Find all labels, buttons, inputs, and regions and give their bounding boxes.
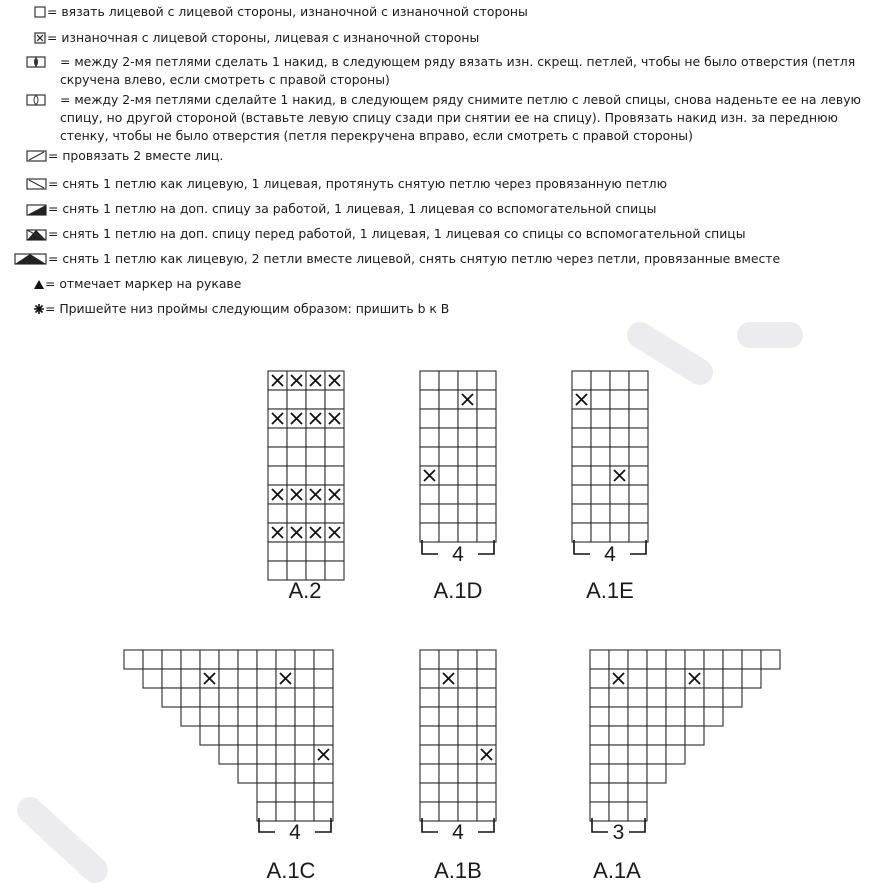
chart-cell <box>238 707 257 726</box>
chart-cell <box>420 764 439 783</box>
chart-cell <box>124 650 143 669</box>
chart-cell <box>268 542 287 561</box>
chart-cell <box>685 650 704 669</box>
chart-title: A.1A <box>593 858 641 883</box>
chart-cell <box>200 707 219 726</box>
chart-cell <box>295 745 314 764</box>
chart-cell <box>590 707 609 726</box>
chart-cell <box>742 669 761 688</box>
chart-cell <box>276 726 295 745</box>
chart-cell <box>314 726 333 745</box>
chart-cell <box>609 688 628 707</box>
chart-cell <box>628 726 647 745</box>
chart-cell <box>629 504 648 523</box>
chart-cell <box>420 523 439 542</box>
chart-cell <box>590 745 609 764</box>
chart-cell <box>609 783 628 802</box>
chart-cell <box>685 688 704 707</box>
chart-cell <box>610 371 629 390</box>
chart-cell <box>420 726 439 745</box>
chart-cell <box>591 466 610 485</box>
chart-cell <box>572 409 591 428</box>
chart-cell <box>439 688 458 707</box>
chart-cell <box>647 707 666 726</box>
chart-cell <box>439 485 458 504</box>
chart-cell <box>572 504 591 523</box>
chart-a-1e <box>572 371 648 603</box>
chart-cell <box>238 669 257 688</box>
chart-title: A.1E <box>586 578 634 603</box>
chart-cell <box>439 523 458 542</box>
chart-cell <box>306 542 325 561</box>
chart-cell <box>314 783 333 802</box>
chart-cell <box>647 688 666 707</box>
chart-cell <box>704 688 723 707</box>
chart-cell <box>628 650 647 669</box>
chart-cell <box>629 485 648 504</box>
chart-cell <box>162 688 181 707</box>
chart-cell <box>257 669 276 688</box>
chart-cell <box>314 764 333 783</box>
legend-text: = снять 1 петлю как лицевую, 2 петли вместе лицевой, снять снятую петлю через петли, провязанные вместе <box>48 251 781 266</box>
width-count-label: 4 <box>289 821 301 844</box>
chart-cell <box>458 764 477 783</box>
chart-cell <box>420 688 439 707</box>
chart-cell <box>666 669 685 688</box>
chart-cell <box>742 650 761 669</box>
chart-cell <box>590 688 609 707</box>
chart-cell <box>477 371 496 390</box>
chart-cell <box>591 504 610 523</box>
chart-cell <box>287 428 306 447</box>
chart-cell <box>458 669 477 688</box>
legend-text: = отмечает маркер на рукаве <box>45 276 242 291</box>
chart-cell <box>238 650 257 669</box>
width-count-label: 4 <box>604 543 616 566</box>
chart-cell <box>439 783 458 802</box>
chart-cell <box>420 745 439 764</box>
chart-cell <box>647 745 666 764</box>
chart-cell <box>609 650 628 669</box>
chart-title: A.1B <box>434 858 482 883</box>
chart-cell <box>590 669 609 688</box>
chart-cell <box>439 802 458 821</box>
chart-cell <box>306 390 325 409</box>
chart-cell <box>477 447 496 466</box>
chart-cell <box>325 466 344 485</box>
chart-cell <box>439 428 458 447</box>
chart-cell <box>477 802 496 821</box>
chart-cell <box>761 650 780 669</box>
legend-text: = изнаночная с лицевой стороны, лицевая с изнаночной стороны <box>47 30 480 45</box>
legend-text: = между 2-мя петлями сделайте 1 накид, в следующем ряду снимите петлю с левой спицы, снова наденьте ее на левую спицу, но другой стороной (вставьте левую спицу сзади при снятии ее на спицу). Провязать накид изн. за переднюю стенку, чтобы не было отверстия (петля перекручена вправо, если смотреть с правой стороны) <box>60 92 861 143</box>
chart-cell <box>420 447 439 466</box>
chart-cell <box>238 764 257 783</box>
chart-cell <box>458 745 477 764</box>
chart-cell <box>609 802 628 821</box>
chart-cell <box>238 745 257 764</box>
chart-title: A.1D <box>433 578 483 603</box>
chart-cell <box>295 669 314 688</box>
chart-cell <box>420 428 439 447</box>
chart-cell <box>458 726 477 745</box>
chart-a-1c <box>124 650 333 883</box>
chart-cell <box>685 707 704 726</box>
chart-cell <box>439 745 458 764</box>
chart-cell <box>610 409 629 428</box>
chart-cell <box>458 409 477 428</box>
chart-cell <box>439 390 458 409</box>
chart-cell <box>181 688 200 707</box>
chart-cell <box>647 650 666 669</box>
chart-cell <box>477 764 496 783</box>
chart-cell <box>420 650 439 669</box>
chart-cell <box>439 707 458 726</box>
chart-cell <box>257 707 276 726</box>
chart-cell <box>439 650 458 669</box>
chart-cell <box>420 390 439 409</box>
chart-cell <box>723 650 742 669</box>
chart-cell <box>629 447 648 466</box>
chart-cell <box>306 504 325 523</box>
chart-cell <box>666 745 685 764</box>
chart-cell <box>257 726 276 745</box>
chart-cell <box>268 447 287 466</box>
chart-cell <box>704 669 723 688</box>
chart-cell <box>420 707 439 726</box>
chart-cell <box>628 745 647 764</box>
chart-cell <box>477 504 496 523</box>
chart-cell <box>314 650 333 669</box>
chart-cell <box>628 707 647 726</box>
chart-cell <box>314 802 333 821</box>
chart-cell <box>704 650 723 669</box>
chart-cell <box>572 371 591 390</box>
chart-cell <box>287 542 306 561</box>
chart-cell <box>200 726 219 745</box>
chart-cell <box>420 409 439 428</box>
chart-cell <box>458 523 477 542</box>
chart-cell <box>200 650 219 669</box>
chart-cell <box>439 726 458 745</box>
chart-cell <box>609 707 628 726</box>
chart-cell <box>477 650 496 669</box>
chart-cell <box>477 390 496 409</box>
chart-cell <box>477 409 496 428</box>
legend-text: = Пришейте низ проймы следующим образом: пришить b к B <box>45 301 450 316</box>
chart-cell <box>458 707 477 726</box>
chart-cell <box>219 726 238 745</box>
legend-text: = между 2-мя петлями сделать 1 накид, в следующем ряду вязать изн. скрещ. петлей, чтобы не было отверстия (петля скручена влево, если смотреть с правой стороны) <box>60 54 856 87</box>
chart-cell <box>287 390 306 409</box>
chart-a-1a <box>590 650 780 883</box>
chart-cell <box>610 390 629 409</box>
chart-cell <box>439 466 458 485</box>
chart-cell <box>458 466 477 485</box>
chart-cell <box>268 390 287 409</box>
chart-a-1d <box>420 371 496 603</box>
chart-cell <box>704 707 723 726</box>
chart-cell <box>257 802 276 821</box>
chart-cell <box>276 783 295 802</box>
chart-cell <box>572 447 591 466</box>
chart-cell <box>219 650 238 669</box>
chart-cell <box>295 726 314 745</box>
chart-cell <box>666 707 685 726</box>
chart-cell <box>325 447 344 466</box>
chart-cell <box>238 726 257 745</box>
chart-cell <box>268 561 287 580</box>
legend-text: = вязать лицевой с лицевой стороны, изнаночной с изнаночной стороны <box>47 4 528 19</box>
chart-cell <box>295 764 314 783</box>
chart-cell <box>685 726 704 745</box>
chart-cell <box>458 428 477 447</box>
chart-cell <box>314 669 333 688</box>
chart-cell <box>647 669 666 688</box>
chart-cell <box>647 764 666 783</box>
legend-text: = снять 1 петлю на доп. спицу перед работой, 1 лицевая, 1 лицевая со спицы со вспомогательной спицы <box>48 226 746 241</box>
chart-cell <box>257 783 276 802</box>
chart-cell <box>295 688 314 707</box>
chart-cell <box>295 707 314 726</box>
chart-cell <box>590 783 609 802</box>
chart-cell <box>276 745 295 764</box>
chart-cell <box>325 561 344 580</box>
chart-cell <box>420 802 439 821</box>
chart-cell <box>420 485 439 504</box>
chart-cell <box>306 428 325 447</box>
chart-cell <box>477 726 496 745</box>
chart-cell <box>629 523 648 542</box>
chart-cell <box>295 802 314 821</box>
chart-cell <box>439 504 458 523</box>
chart-cell <box>238 688 257 707</box>
chart-cell <box>162 669 181 688</box>
chart-cell <box>590 802 609 821</box>
chart-a-2 <box>268 371 344 603</box>
chart-cell <box>420 371 439 390</box>
chart-cell <box>325 390 344 409</box>
chart-cell <box>325 542 344 561</box>
chart-cell <box>181 707 200 726</box>
chart-cell <box>458 650 477 669</box>
chart-title: A.2 <box>288 578 322 603</box>
chart-cell <box>439 764 458 783</box>
chart-cell <box>325 428 344 447</box>
chart-cell <box>629 409 648 428</box>
chart-cell <box>609 745 628 764</box>
chart-cell <box>591 447 610 466</box>
chart-cell <box>591 428 610 447</box>
chart-cell <box>276 707 295 726</box>
chart-cell <box>628 669 647 688</box>
chart-cell <box>477 485 496 504</box>
width-count-label: 3 <box>612 821 625 844</box>
chart-cell <box>477 688 496 707</box>
chart-cell <box>610 428 629 447</box>
chart-cell <box>219 745 238 764</box>
chart-cell <box>591 485 610 504</box>
chart-cell <box>295 783 314 802</box>
chart-cell <box>257 764 276 783</box>
chart-cell <box>276 802 295 821</box>
chart-cell <box>723 669 742 688</box>
chart-cell <box>628 764 647 783</box>
chart-cell <box>629 466 648 485</box>
legend-text: = снять 1 петлю на доп. спицу за работой, 1 лицевая, 1 лицевая со вспомогательной спицы <box>48 201 657 216</box>
chart-cell <box>439 409 458 428</box>
chart-cell <box>420 783 439 802</box>
chart-cell <box>591 523 610 542</box>
chart-cell <box>420 504 439 523</box>
chart-cell <box>458 485 477 504</box>
chart-cell <box>219 707 238 726</box>
chart-cell <box>276 764 295 783</box>
chart-cell <box>610 447 629 466</box>
chart-cell <box>219 669 238 688</box>
chart-cell <box>477 783 496 802</box>
chart-cell <box>458 504 477 523</box>
chart-cell <box>628 688 647 707</box>
chart-cell <box>572 523 591 542</box>
chart-cell <box>439 371 458 390</box>
chart-cell <box>477 428 496 447</box>
chart-cell <box>477 466 496 485</box>
chart-cell <box>458 783 477 802</box>
chart-cell <box>666 726 685 745</box>
chart-cell <box>609 764 628 783</box>
chart-cell <box>268 428 287 447</box>
chart-cell <box>590 764 609 783</box>
chart-cell <box>477 523 496 542</box>
chart-cell <box>723 688 742 707</box>
chart-cell <box>325 504 344 523</box>
chart-cell <box>610 504 629 523</box>
width-count-label: 4 <box>452 543 464 566</box>
chart-cell <box>610 523 629 542</box>
chart-cell <box>143 669 162 688</box>
chart-cell <box>257 688 276 707</box>
chart-cell <box>306 447 325 466</box>
chart-cell <box>257 745 276 764</box>
chart-cell <box>591 371 610 390</box>
chart-cell <box>295 650 314 669</box>
chart-cell <box>200 688 219 707</box>
chart-cell <box>590 650 609 669</box>
chart-cell <box>314 688 333 707</box>
chart-cell <box>287 447 306 466</box>
chart-cell <box>143 650 162 669</box>
chart-cell <box>181 669 200 688</box>
chart-cell <box>609 726 628 745</box>
chart-cell <box>458 371 477 390</box>
chart-cell <box>219 688 238 707</box>
chart-cell <box>181 650 200 669</box>
chart-cell <box>268 466 287 485</box>
width-count-label: 4 <box>452 821 464 844</box>
chart-cell <box>628 802 647 821</box>
chart-cell <box>420 669 439 688</box>
legend-text: = провязать 2 вместе лиц. <box>48 148 224 163</box>
chart-cell <box>628 783 647 802</box>
chart-cell <box>590 726 609 745</box>
chart-cell <box>162 650 181 669</box>
chart-title: A.1C <box>266 858 316 883</box>
chart-cell <box>458 688 477 707</box>
chart-cell <box>439 447 458 466</box>
legend-text: = снять 1 петлю как лицевую, 1 лицевая, протянуть снятую петлю через провязанную петлю <box>48 176 668 191</box>
chart-cell <box>629 371 648 390</box>
chart-cell <box>458 447 477 466</box>
chart-cell <box>477 669 496 688</box>
chart-cell <box>610 485 629 504</box>
chart-cell <box>666 688 685 707</box>
chart-cell <box>572 485 591 504</box>
chart-cell <box>276 688 295 707</box>
chart-cell <box>287 466 306 485</box>
chart-cell <box>666 650 685 669</box>
chart-cell <box>629 390 648 409</box>
chart-cell <box>591 409 610 428</box>
chart-cell <box>458 802 477 821</box>
chart-cell <box>306 466 325 485</box>
chart-cell <box>629 428 648 447</box>
chart-cell <box>276 650 295 669</box>
chart-a-1b <box>420 650 496 883</box>
chart-cell <box>591 390 610 409</box>
chart-cell <box>287 504 306 523</box>
chart-cell <box>477 707 496 726</box>
chart-cell <box>572 466 591 485</box>
chart-cell <box>314 707 333 726</box>
chart-cell <box>257 650 276 669</box>
chart-cell <box>572 428 591 447</box>
chart-cell <box>268 504 287 523</box>
chart-cell <box>647 726 666 745</box>
